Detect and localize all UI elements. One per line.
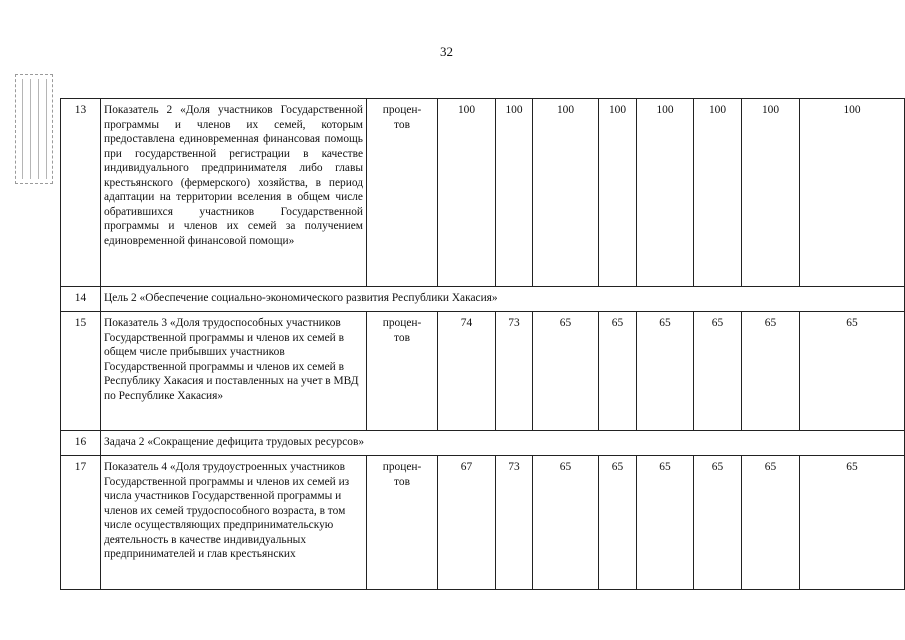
table-row <box>61 287 905 312</box>
value-cell: 100 <box>438 99 496 287</box>
value-cell: 100 <box>533 99 599 287</box>
goal-heading: Цель 2 «Обеспечение социально-экономического развития Республики Хакасия» <box>101 287 905 312</box>
table-row <box>61 99 905 287</box>
value-cell: 67 <box>438 456 496 590</box>
indicator-name: Показатель 3 «Доля трудоспособных участников Государственной программы и членов их семей в общем числе прибывших участников Государственной программы и членов их семей в Республику Хакасия и поставленных на учет в МВД по Республике Хакасия» <box>101 312 367 431</box>
value-cell: 65 <box>694 456 742 590</box>
row-number: 15 <box>61 312 101 431</box>
row-number: 16 <box>61 431 101 456</box>
value-cell: 65 <box>742 312 800 431</box>
value-cell: 65 <box>599 456 637 590</box>
value-cell: 65 <box>637 312 694 431</box>
value-cell: 73 <box>496 312 533 431</box>
value-cell: 73 <box>496 456 533 590</box>
indicators-table <box>60 98 905 590</box>
value-cell: 65 <box>637 456 694 590</box>
indicator-name: Показатель 4 «Доля трудоустроенных участников Государственной программы и членов их семей из числа участников Государственной программы и членов их семей трудоспособного возраста, в том числе осуществляющих предпринимательскую деятельность в качестве индивидуальных предпринимателей и глав крестьянских <box>101 456 367 590</box>
value-cell: 65 <box>742 456 800 590</box>
value-cell: 100 <box>800 99 905 287</box>
row-number: 17 <box>61 456 101 590</box>
task-heading: Задача 2 «Сокращение дефицита трудовых ресурсов» <box>101 431 905 456</box>
value-cell: 100 <box>599 99 637 287</box>
unit-cell: процен- тов <box>367 99 438 287</box>
value-cell: 100 <box>637 99 694 287</box>
value-cell: 65 <box>694 312 742 431</box>
value-cell: 100 <box>496 99 533 287</box>
value-cell: 100 <box>742 99 800 287</box>
unit-cell: процен- тов <box>367 456 438 590</box>
registration-stamp <box>15 74 53 184</box>
value-cell: 65 <box>599 312 637 431</box>
indicator-name: Показатель 2 «Доля участников Государственной программы и членов их семей, которым предоставлена единовременная финансовая помощь при государственной регистрации в качестве индивидуального предпринимателя либо главы крестьянского (фермерского) хозяйства, в период адаптации на территории вселения в общем числе обратившихся участников Государственной программы и членов их семей за получением единовременной финансовой помощи» <box>101 99 367 287</box>
value-cell: 65 <box>533 456 599 590</box>
value-cell: 100 <box>694 99 742 287</box>
value-cell: 65 <box>800 312 905 431</box>
value-cell: 65 <box>533 312 599 431</box>
unit-cell: процен- тов <box>367 312 438 431</box>
page-number: 32 <box>440 44 453 59</box>
table-row <box>61 431 905 456</box>
row-number: 14 <box>61 287 101 312</box>
table-row <box>61 312 905 431</box>
table-row <box>61 456 905 590</box>
row-number: 13 <box>61 99 101 287</box>
value-cell: 65 <box>800 456 905 590</box>
value-cell: 74 <box>438 312 496 431</box>
